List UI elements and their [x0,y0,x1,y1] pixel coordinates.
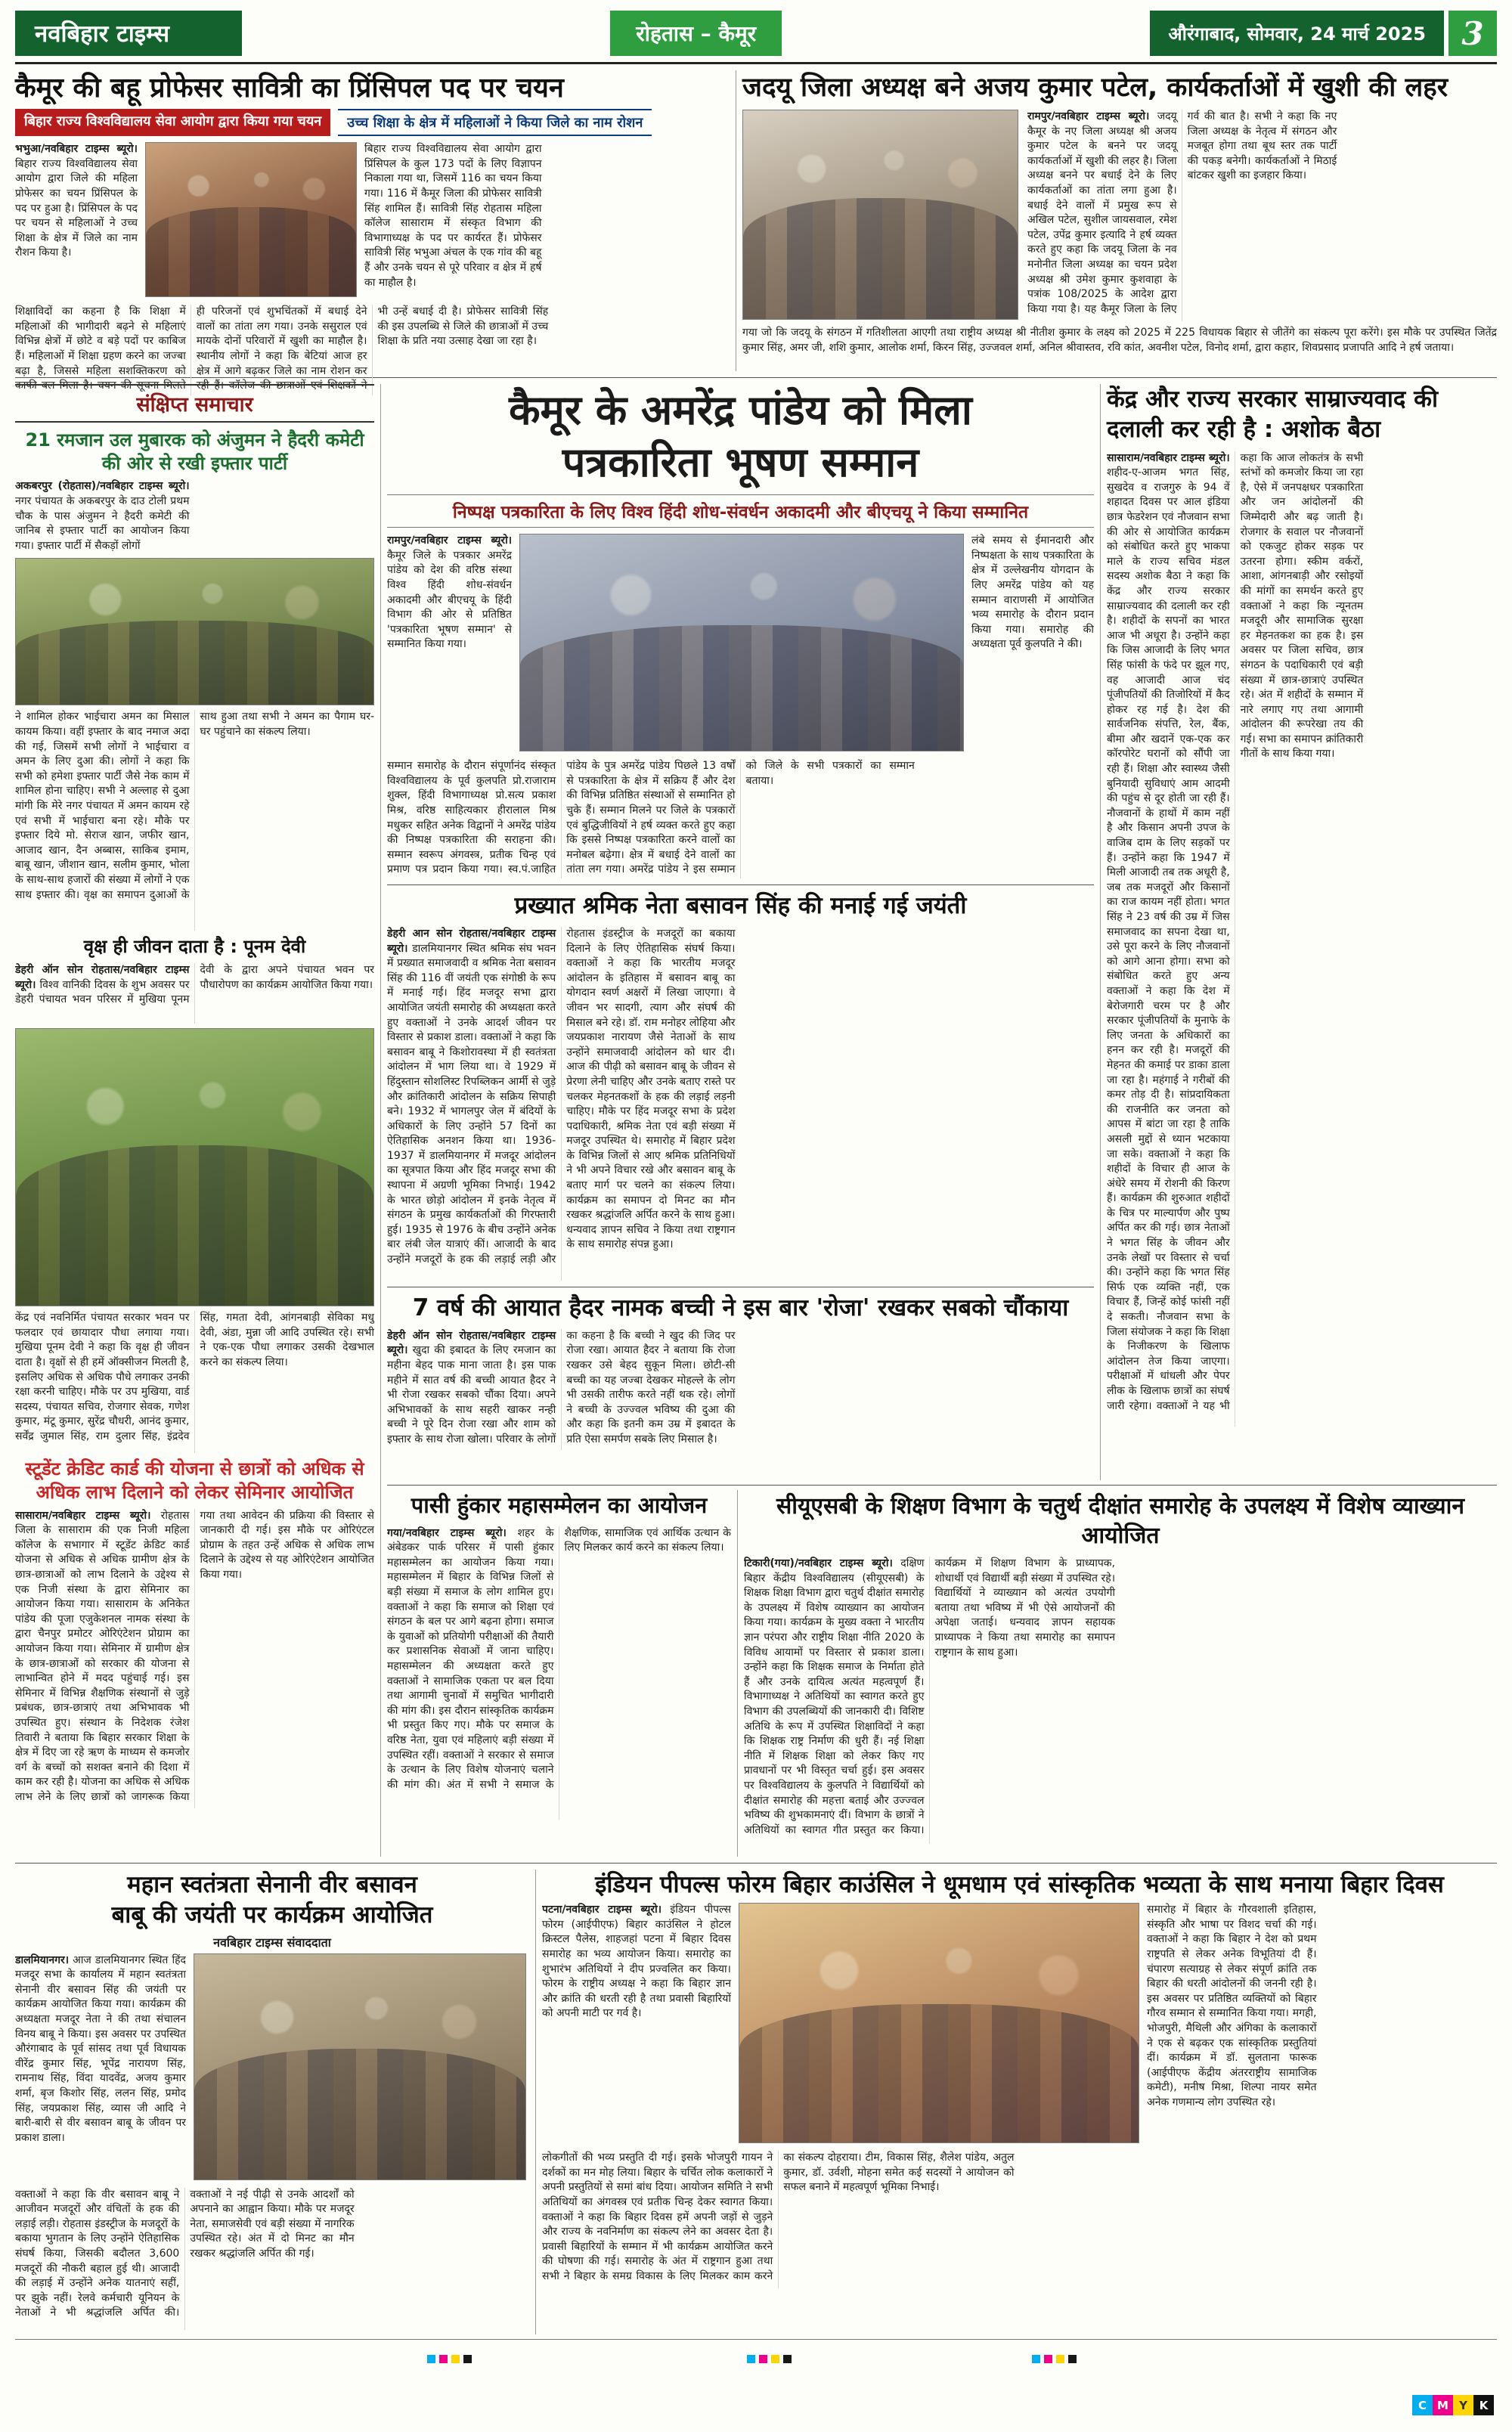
forum-tail-text: लोकगीतों की भव्य प्रस्तुति दी गई। इसके भोजपुरी गायन ने दर्शकों का मन मोह लिया। बिहार के चर्चित लोक कलाकारों ने अपनी प्रस्तुतियों से समां बांध दिया। आयोजन समिति ने सभी अतिथियों का अंगवस्त्र एवं प्रतीक चिन्ह देकर स्वागत किया। वक्ताओं ने कहा कि बिहार दिवस हमें अपनी जड़ों से जुड़ने और राज्य के नवनिर्माण का संकल्प लेने का अवसर देता है। प्रवासी बिहारियों के सम्मान में भी कार्यक्रम आयोजित करने की घोषणा की गई। समारोह के अंत में राष्ट्रगान हुआ तथा सभी ने बिहार के समग्र विकास के लिए मिलकर काम करने का संकल्प दोहराया। टीम, विकास सिंह, शैलेश पांडेय, अतुल कुमार, डॉ. उर्वशी, मोहना समेत कई सदस्यों ने आयोजन को सफल बनाने में महत्वपूर्ण भूमिका निभाई। [542,2152,1015,2283]
magenta-dot [1044,2355,1052,2363]
credit-card-byline: सासाराम/नवबिहार टाइम्स ब्यूरो। [15,1509,151,1522]
iftar-byline: अकबरपुर (रोहतास)/नवबिहार टाइम्स ब्यूरो। [15,480,190,493]
savitri-headline: कैमूर की बहू प्रोफेसर सावित्री का प्रिंसिपल पद पर चयन [15,73,564,104]
column-divider [535,1870,536,2334]
article-basawan-jayanti-shramik [387,891,1094,1281]
basawan-mid-block [15,1953,529,2182]
middle-section [15,384,1497,1857]
savitri-mid-text: बिहार राज्य विश्वविद्यालय सेवा आयोग द्वारा प्रिंसिपल के कुल 173 पदों के लिए विज्ञापन निकाला गया था, जिसमें 116 का चयन किया गया। 116 में कैमूर जिला की प्रोफेसर सावित्री सिंह शामिल हैं। सावित्री सिंह रोहतास महिला कॉलेज सासाराम में संस्कृत विभाग की विभागाध्यक्ष के पद पर कार्यरत हैं। प्रोफेसर सावित्री सिंह भभुआ अंचल के एक गांव की बहू हैं और उनके चयन से पूरे परिवार व क्षेत्र में हर्ष का माहौल है। [364,143,542,289]
dateline [1150,11,1444,56]
shramik-body [387,927,1094,1281]
tree-body-text: केंद्र एवं नवनिर्मित पंचायत सरकार भवन पर फलदार एवं छायादार पौधा लगाया गया। मुखिया पूनम देवी ने कहा कि वृक्ष ही जीवन दाता है। वृक्षों से ही हमें ऑक्सीजन मिलती है, इसलिए अधिक से अधिक पौधे लगाकर उनकी रक्षा करनी चाहिए। मौके पर उप मुखिया, वार्ड सदस्य, पंचायत सचिव, रोजगार सेवक, गणेश कुमार, मंटू कुमार, सुरेंद्र चौधरी, आनंद कुमार, सर्वेंद्र जुमाल सिंह, राम दुलार सिंह, इंद्रदेव सिंह, गमता देवी, आंगनबाड़ी सेविका मधु देवी, अंडा, मुन्ना जी आदि उपस्थित रहे। सभी ने एक-एक पौधा लगाकर उसकी देखभाल करने का संकल्प लिया। [15,1312,374,1442]
jdu-lead-text: जदयू कैमूर के नए जिला अध्यक्ष श्री अजय कुमार पटेल के बनने पर जदयू कार्यकर्ताओं में खुशी की लहर है। जिला अध्यक्ष बनने पर बधाई देने के लिए कार्यकर्ताओं का तांता लगा हुआ है। बधाई देने वालों में प्रमुख रूप से अखिल पटेल, सुशील जायसवाल, रमेश पटेल, उपेंद्र कुमार इत्यादि ने हर्ष व्यक्त करते हुए कहा कि जदयू जिला के नव मनोनीत जिला अध्यक्ष का चयन प्रदेश अध्यक्ष श्री उमेश कुमार कुशवाहा के पत्रांक 108/2025 के आदेश द्वारा किया गया है। यह कैमूर जिला के लिए गर्व की बात है। सभी ने कहा कि नए जिला अध्यक्ष के नेतृत्व में संगठन और मजबूत होगा तथा बूथ स्तर तक पार्टी की पकड़ बनेगी। कार्यकर्ताओं ने मिठाई बांटकर खुशी का इजहार किया। [1027,110,1337,315]
forum-side-text: समारोह में बिहार के गौरवशाली इतिहास, संस्कृति और भाषा पर विशद चर्चा की गई। वक्ताओं ने कहा कि बिहार ने देश को प्रथम राष्ट्रपति से लेकर अनेक विभूतियां दी हैं। चंपारण सत्याग्रह से लेकर संपूर्ण क्रांति तक बिहार की धरती आंदोलनों की जननी रही है। इस अवसर पर प्रतिष्ठित व्यक्तियों को बिहार गौरव सम्मान से सम्मानित किया गया। मगही, भोजपुरी, मैथिली और अंगिका के कलाकारों ने एक से बढ़कर एक सांस्कृतिक प्रस्तुतियां दीं। कार्यक्रम में डॉ. सुलताना फारूक (आईपीएफ केंद्रीय अंतरराष्ट्रीय सामाजिक कमेटी), मनीष मिश्रा, शिल्पा नायर समेत अनेक गणमान्य लोग उपस्थित रहे। [1147,1904,1317,2109]
main-headline-line2: पत्रकारिता भूषण सम्मान [562,438,919,487]
roza-body-text: खुदा की इबादत के लिए रमजान का महीना बेहद पाक माना जाता है। इस पाक महीने में सात वर्ष की बच्ची आयात हैदर ने भी रोजा रखकर सबको चौंका दिया। अपने अभिभावकों के साथ सहरी खाकर नन्ही बच्ची ने पूरे दिन रोजा रखा और शाम को इफ्तार के साथ रोजा खोला। परिवार के लोगों का कहना है कि बच्ची ने खुद की जिद पर रोजा रखा। आयात हैदर ने बताया कि रोजा रखकर उसे बेहद सुकून मिला। छोटी-सी बच्ची का यह जज्बा देखकर मोहल्ले के लोग भी उसकी तारीफ करते नहीं थक रहे। लोगों ने बच्ची के उज्ज्वल भविष्य की दुआ की और कहा कि इतनी कम उम्र में इबादत के प्रति ऐसा समर्पण सबके लिए मिसाल है। [387,1329,736,1445]
article-patrakarita-bhushan [387,384,1094,878]
masthead [15,11,1497,56]
basawan-headline-line1: महान स्वतंत्रता सेनानी वीर बसावन [127,1871,417,1898]
kicker-selection: बिहार राज्य विश्वविद्यालय सेवा आयोग द्वारा किया गया चयन [15,109,330,136]
credit-card-body [15,1509,374,1808]
jdu-lead [1027,110,1497,321]
black-dot [783,2355,792,2363]
kicker-women: उच्च शिक्षा के क्षेत्र में महिलाओं ने किया जिले का नाम रोशन [338,109,652,136]
yellow-dot [1056,2355,1064,2363]
shramik-headline: प्रख्यात श्रमिक नेता बसावन सिंह की मनाई गई जयंती [514,892,967,920]
article-cusb-lecture [744,1490,1497,1857]
registration-dots [747,2355,792,2363]
basawan-lead [15,1953,186,2182]
bottom-row [15,1870,1497,2340]
jdu-byline: रामपुर/नवबिहार टाइम्स ब्यूरो। [1027,110,1150,122]
cusb-byline: टिकारी(गया)/नवबिहार टाइम्स ब्यूरो। [744,1557,893,1569]
jdu-tail-text: गया जो कि जदयू के संगठन में गतिशीलता आएगी तथा राष्ट्रीय अध्यक्ष श्री नीतीश कुमार के लक्ष्य को 2025 में 225 विधायक बिहार से जीतेंगे का संकल्प पूरा करेंगे। इस मौके पर उपस्थित जितेंद्र कुमार सिंह, अमर जी, शशि कुमार, आलोक शर्मा, किरन सिंह, उज्जवल शर्मा, अनिल श्रीवास्तव, रवि कांत, अवनीश पटेल, विनोद शर्मा, द्वारा कहार, शिवप्रसाद प्रजापति आदि ने हर्ष जताया। [742,327,1497,354]
article-jdu-president [742,70,1497,371]
top-row [15,70,1497,392]
jdu-headline: जदयू जिला अध्यक्ष बने अजय कुमार पटेल, कार्यकर्ताओं में खुशी की लहर [742,73,1448,103]
article-savitri-principal [15,70,730,392]
basawan-byline: डालमियानगर। [15,1953,70,1966]
cmyk-marks [1412,2395,1494,2415]
cusb-headline: सीयूएसबी के शिक्षण विभाग के चतुर्थ दीक्षांत समारोह के उपलक्ष्य में विशेष व्याख्यान आयोजित [776,1493,1465,1549]
column-divider [737,1490,738,1857]
award-ceremony-photo [519,534,964,751]
yellow-dot [771,2355,779,2363]
iftar-headline: 21 रमजान उल मुबारक को अंजुमन ने हैदरी कमेटी की ओर से रखी इफ्तार पार्टी [25,429,364,474]
forum-mid-block [542,1903,1497,2145]
cmyk-k: K [1473,2395,1494,2415]
cmyk-c: C [1412,2395,1433,2415]
dateline-text: औरंगाबाद, सोमवार, 24 मार्च 2025 [1168,23,1427,45]
forum-lead-text: इंडियन पीपल्स फोरम (आईपीएफ) बिहार काउंसिल ने होटल क्रिस्टल पैलेस, शाहजहां पटना में बिहार दिवस समारोह का भव्य आयोजन किया। समारोह का शुभारंभ अतिथियों ने दीप प्रज्वलित कर किया। फोरम के राष्ट्रीय अध्यक्ष ने कहा कि बिहार ज्ञान और क्रांति की धरती रही है तथा प्रवासी बिहारियों को अपनी माटी पर गर्व है। [542,1904,731,2020]
article-pasi-mahasammelan [387,1490,731,1857]
ashok-body [1107,451,1497,1427]
tree-byline: डेहरी ऑन सोन रोहतास/नवबिहार टाइम्स ब्यूरो। [15,964,190,991]
savitri-mid-block [15,142,730,299]
credit-card-body-text: रोहतास जिला के सासाराम की एक निजी महिला कॉलेज के सभागार में स्टूडेंट क्रेडिट कार्ड योजना से अधिक से अधिक ग्रामीण क्षेत्र के छात्र-छात्राओं को लाभ दिलाने के उद्देश्य से एक निजी संस्था के द्वारा सेमिनार का आयोजन किया गया। सासाराम के अनिकेत पांडेय की पूजा एजुकेशनल नामक संस्था के द्वारा चैनपुर प्रमोटर ओरिएंटेशन प्रोग्राम का आयोजन किया गया। सेमिनार में ग्रामीण क्षेत्र के छात्र-छात्राओं को सरकार की योजना से लाभान्वित होने में मदद पहुंचाई गई। इस सेमिनार में विभिन्न शैक्षणिक संस्थानों से जुड़े प्रबंधक, छात्र-छात्राएं तथा अभिभावक भी उपस्थित हुए। संस्थान के निदेशक रंजेश तिवारी ने बताया कि बिहार सरकार शिक्षा के क्षेत्र में दिए जा रहे ऋण के माध्यम से कमजोर वर्ग के बच्चों को सशक्त बनाने की दिशा में काम कर रही है। योजना का अधिक से अधिक लाभ लेने के लिए छात्रों को जागरूक किया गया तथा आवेदन की प्रक्रिया की विस्तार से जानकारी दी गई। इस मौके पर ओरिएंटल प्रोग्राम के तहत उन्हें अधिक से अधिक लाभ दिलाने के उद्देश्य से यह ओरिएंटेशन आयोजित किया गया। [15,1509,374,1803]
region-title: रोहतास – कैमूर [636,21,757,46]
jdu-mid-block [742,110,1497,321]
pasi-body-text: शहर के अंबेडकर पार्क परिसर में पासी हुंकार महासम्मेलन का आयोजन किया गया। महासम्मेलन में बिहार के विभिन्न जिलों से बड़ी संख्या में समाज के लोग शामिल हुए। वक्ताओं ने कहा कि समाज को शिक्षा एवं संगठन के बल पर आगे बढ़ना होगा। समाज के युवाओं को प्रतियोगी परीक्षाओं की तैयारी कर प्रशासनिक सेवाओं में जाना चाहिए। महासम्मेलन की अध्यक्षता करते हुए वक्ताओं ने सामाजिक एकता पर बल दिया तथा आगामी चुनावों में समुचित भागीदारी की मांग की। इस दौरान सांस्कृतिक कार्यक्रम भी प्रस्तुत किए गए। मौके पर समाज के वरिष्ठ नेता, युवा एवं महिलाएं बड़ी संख्या में उपस्थित रहीं। वक्ताओं ने सरकार से समाज के उत्थान के लिए विशेष योजनाएं चलाने की मांग की। अंत में सभी ने समाज के शैक्षणिक, सामाजिक एवं आर्थिक उत्थान के लिए मिलकर कार्य करने का संकल्प लिया। [387,1526,731,1791]
main-lead-text: कैमूर जिले के पत्रकार अमरेंद्र पांडेय को देश की वरिष्ठ संस्था विश्व हिंदी शोध-संवर्धन अकादमी और बीएचयू के हिंदी विभाग की ओर से प्रतिष्ठित 'पत्रकारिता भूषण सम्मान' से सम्मानित किया गया। [387,549,512,651]
savitri-lead [15,142,138,299]
shramik-byline: डेहरी आन सोन रोहतास/नवबिहार टाइम्स ब्यूरो। [387,927,556,955]
column-divider [1100,384,1101,1480]
briefs-section-title: संक्षिप्त समाचार [15,384,374,423]
savitri-byline: भभुआ/नवबिहार टाइम्स ब्यूरो। [15,143,138,156]
basawan-lead-text: आज डालमियानगर स्थित हिंद मजदूर सभा के कार्यालय में महान स्वतंत्रता सेनानी वीर बसावन सिंह की जयंती पर कार्यक्रम आयोजित किया गया। कार्यक्रम की अध्यक्षता मजदूर नेता ने की तथा संचालन विनय बाबू ने किया। इस अवसर पर उपस्थित औरंगाबाद के पूर्व सांसद तथा पूर्व विधायक वीरेंद्र कुमार सिंह, भूपेंद्र नारायण सिंह, रामनाथ सिंह, विंदा यादवेंद्र, अजय कुमार शर्मा, बृज किशोर सिंह, ललन सिंह, प्रमोद सिंह, जयप्रकाश सिंह, व्यास जी आदि ने बारी-बारी से वीर बसावन बाबू के जीवन पर प्रकाश डाला। [15,1953,186,2144]
masthead-rule [15,62,1497,64]
tree-headline: वृक्ष ही जीवन दाता है : पूनम देवी [83,936,306,958]
yellow-dot [451,2355,460,2363]
iftar-body-text: ने शामिल होकर भाईचारा अमन का मिसाल कायम किया। वहीं इफ्तार के बाद नमाज अदा की गई, जिसमें सभी लोगों ने भाईचारा व अमन के लिए दुआ की। लोगों ने कहा कि सभी को हमेशा इफ्तार पार्टी जैसे नेक काम में शामिल होना चाहिए। सभी ने अल्लाह से दुआ मांगी कि मेरे नगर पंचायत में अमन कायम रहे एवं सभी में भाईचारा बना रहे। मौके पर इफ्तार दिये मो. सेराज खान, जफीर खान, आजाद खान, दैन अब्बास, साकिब इमाम, बाबू खान, जीशान खान, सलीम कुमार, भोला के साथ-साथ हजारों की संख्या में लोगों ने एक साथ इफ्तार की। वृक्ष का समापन दुआओं के साथ हुआ तथा सभी ने अमन का पैगाम घर-घर पहुंचाने का संकल्प लिया। [15,711,374,901]
cyan-dot [747,2355,755,2363]
cusb-body-text: दक्षिण बिहार केंद्रीय विश्वविद्यालय (सीयूएसबी) के शिक्षक शिक्षा विभाग द्वारा चतुर्थ दीक्षांत समारोह के उपलक्ष्य में विशेष व्याख्यान का आयोजन किया गया। कार्यक्रम के मुख्य वक्ता ने भारतीय ज्ञान परंपरा और राष्ट्रीय शिक्षा नीति 2020 के विविध आयामों पर विस्तार से प्रकाश डाला। उन्होंने कहा कि शिक्षक समाज के निर्माता होते हैं और उनके दायित्व अत्यंत महत्वपूर्ण हैं। विभागाध्यक्ष ने अतिथियों का स्वागत करते हुए विभाग की उपलब्धियों की जानकारी दी। विशिष्ट अतिथि के रूप में उपस्थित शिक्षाविदों ने कहा कि शिक्षक राष्ट्र निर्माण की धुरी हैं। नई शिक्षा नीति में शिक्षक शिक्षा को लेकर किए गए प्रावधानों पर भी विस्तृत चर्चा हुई। इस अवसर पर विश्वविद्यालय के कुलपति ने विद्यार्थियों को दीक्षांत समारोह की महत्ता बताई और उज्ज्वल भविष्य की शुभकामनाएं दीं। विभाग के छात्रों ने अतिथियों का स्वागत गीत प्रस्तुत कर किया। कार्यक्रम में शिक्षण विभाग के प्राध्यापक, शोधार्थी एवं विद्यार्थी बड़ी संख्या में उपस्थित रहे। विद्यार्थियों ने व्याख्यान को अत्यंत उपयोगी बताया तथा भविष्य में भी ऐसे आयोजनों की अपेक्षा जताई। धन्यवाद ज्ञापन सहायक प्राध्यापक ने किया तथा समारोह का समापन राष्ट्रगान के साथ हुआ। [744,1557,1115,1836]
savitri-felicitation-photo [145,142,357,297]
cyan-dot [427,2355,435,2363]
cusb-body [744,1557,1497,1844]
roza-body [387,1329,1094,1450]
main-byline: रामपुर/नवबिहार टाइम्स ब्यूरो। [387,534,512,547]
region-box [610,11,782,56]
main-tail-text: सम्मान समारोह के दौरान संपूर्णानंद संस्कृत विश्वविद्यालय के पूर्व कुलपति प्रो.राजाराम शुक्ल, हिंदी विभागाध्यक्ष प्रो.सत्य प्रकाश मिश्र, वरिष्ठ साहित्यकार हीरालाल मिश्र मधुकर सहित अनेक विद्वानों ने अमरेंद्र पांडेय की निष्पक्ष पत्रकारिता की सराहना की। सम्मान स्वरूप अंगवस्त्र, प्रतीक चिन्ह एवं प्रमाण पत्र प्रदान किया गया। स्व.पं.जाहित पांडेय के पुत्र अमरेंद्र पांडेय पिछले 13 वर्षों से पत्रकारिता के क्षेत्र में सक्रिय हैं और देश की विभिन्न प्रतिष्ठित संस्थाओं से सम्मानित हो चुके हैं। सम्मान मिलने पर जिले के पत्रकारों एवं बुद्धिजीवियों ने हर्ष व्यक्त करते हुए कहा कि इससे निष्पक्ष पत्रकारिता करने वालों का मनोबल बढ़ेगा। क्षेत्र में बधाई देने वालों का तांता लग गया। अमरेंद्र पांडेय ने इस सम्मान को जिले के सभी पत्रकारों का सम्मान बताया। [387,760,915,876]
forum-lead [542,1903,731,2145]
bihar-diwas-lamp-photo [739,1903,1139,2143]
iftar-lead [15,479,374,553]
cyan-dot [1032,2355,1040,2363]
masthead-spacer [242,11,610,56]
pasi-byline: गया/नवबिहार टाइम्स ब्यूरो। [387,1526,507,1539]
page-footer [15,2340,1497,2423]
roza-headline: 7 वर्ष की आयात हैदर नामक बच्ची ने इस बार 'रोजा' रखकर सबको चौंकाया [412,1293,1069,1321]
basawan-tail-text: वक्ताओं ने कहा कि वीर बसावन बाबू ने आजीवन मजदूरों और वंचितों के हक की लड़ाई लड़ी। रोहतास इंडस्ट्रीज के मजदूरों के बकाया भुगतान के लिए उन्होंने ऐतिहासिक संघर्ष किया, जिसकी बदौलत 3,600 मजदूरों की नौकरी बहाल हुई थी। आजादी की लड़ाई में उन्होंने अनेक यातनाएं सहीं, पर झुके नहीं। रेलवे कर्मचारी यूनियन के नेताओं ने भी श्रद्धांजलि अर्पित की। वक्ताओं ने नई पीढ़ी से उनके आदर्शों को अपनाने का आह्वान किया। मौके पर मजदूर नेता, समाजसेवी एवं बड़ी संख्या में नागरिक उपस्थित रहे। अंत में दो मिनट का मौन रखकर श्रद्धांजलि अर्पित की गई। [15,2188,355,2319]
basawan-reporter-line: नवबिहार टाइम्स संवाददाता [213,1935,331,1950]
cmyk-y: Y [1453,2395,1473,2415]
jdu-group-photo [742,110,1018,320]
ashok-byline: सासाराम/नवबिहार टाइम्स ब्यूरो। [1107,451,1230,464]
masthead-spacer [782,11,1150,56]
magenta-dot [439,2355,448,2363]
ashok-headline: केंद्र और राज्य सरकार साम्राज्यवाद की दलाली कर रही है : अशोक बैठा [1107,386,1439,444]
section-divider [15,1863,1497,1864]
registration-dots [1032,2355,1077,2363]
middle-right-area [387,384,1497,1857]
main-side-text: लंबे समय से ईमानदारी और निष्पक्षता के साथ पत्रकारिता के क्षेत्र में उल्लेखनीय योगदान के लिए अमरेंद्र पांडेय को यह सम्मान वाराणसी में आयोजित भव्य समारोह के दौरान प्रदान किया गया। समारोह की अध्यक्षता पूर्व कुलपति ने की। [971,534,1094,651]
pasi-headline: पासी हुंकार महासम्मेलन का आयोजन [411,1492,708,1518]
main-subhead: निष्पक्ष पत्रकारिता के लिए विश्व हिंदी शोध-संवर्धन अकादमी और बीएचयू ने किया सम्मानित [387,494,1094,528]
savitri-kickers [15,109,730,136]
article-roza-girl [387,1293,1094,1450]
column-divider [380,384,381,1857]
magenta-dot [759,2355,767,2363]
savitri-lead-text: बिहार राज्य विश्वविद्यालय सेवा आयोग द्वारा जिले की महिला प्रोफेसर का चयन प्रिंसिपल के पद पर हुआ है। प्रिंसिपल के पद पर चयन से महिलाओं ने उच्च शिक्षा के क्षेत्र में जिले का नाम रौशन किया है। [15,157,138,259]
black-dot [463,2355,472,2363]
article-basawan-babu-program [15,1870,529,2334]
iftar-lead-text: नगर पंचायत के अकबरपुर के दाउ टोली प्रथम चौक के पास अंजुमन ने हैदरी कमेटी की जानिब से इफ्तार पार्टी का आयोजन किया गया। इफ्तार पार्टी में सैकड़ों लोगों [15,495,190,552]
middle-top-area [387,384,1497,1480]
middle-bottom-area [387,1485,1497,1857]
black-dot [1068,2355,1077,2363]
forum-byline: पटना/नवबिहार टाइम्स ब्यूरो। [542,1904,662,1916]
main-headline-line1: कैमूर के अमरेंद्र पांडेय को मिला [509,386,972,434]
center-column [387,384,1094,1480]
paper-name: नवबिहार टाइम्स [35,20,170,48]
pasi-body [387,1526,731,1820]
page-number: 3 [1448,11,1497,56]
ashok-body-text: शहीद-ए-आजम भगत सिंह, सुखदेव व राजगुरु के 94 वें शहादत दिवस पर आल इंडिया छात्र फेडरेशन एवं नौजवान सभा की ओर से आयोजित कार्यक्रम को संबोधित करते हुए भाकपा माले के राज्य सचिव मंडल सदस्य अशोक बैठा ने कहा कि केंद्र और राज्य सरकार साम्राज्यवाद की दलाली कर रही है। शहीदों के सपनों का भारत आज भी अधूरा है। उन्होंने कहा कि जिस आजादी के लिए भगत सिंह फांसी के फंदे पर झूल गए, वह आजादी आज चंद पूंजीपतियों की तिजोरियों में कैद होकर रह गई है। देश की सार्वजनिक संपत्ति, रेल, बैंक, बीमा और खदानें एक-एक कर कॉरपोरेट घरानों को सौंपी जा रही हैं। शिक्षा और स्वास्थ्य जैसी बुनियादी सुविधाएं आम आदमी की पहुंच से दूर होती जा रही हैं। नौजवानों के हाथों में काम नहीं है और किसान अपनी उपज के वाजिब दाम के लिए सड़कों पर हैं। उन्होंने कहा कि 1947 में मिली आजादी तब तक अधूरी है, जब तक मजदूरों और किसानों का राज कायम नहीं होता। भगत सिंह ने 23 वर्ष की उम्र में जिस समाजवाद का सपना देखा था, उसे पूरा करने के लिए नौजवानों को आगे आना होगा। सभा को संबोधित करते हुए अन्य वक्ताओं ने कहा कि देश में बेरोजगारी चरम पर है और सरकार पूंजीपतियों के मुनाफे के लिए जनता के अधिकारों का हनन कर रही है। मजदूरों की मेहनत की कमाई पर डाका डाला जा रहा है। महंगाई ने गरीबों की कमर तोड़ दी है। सांप्रदायिकता की राजनीति कर जनता को आपस में बांटा जा रहा है ताकि असली मुद्दों से ध्यान भटकाया जा सके। वक्ताओं ने कहा कि शहीदों के विचार ही आज के अंधेरे समय में रोशनी की किरण हैं। कार्यक्रम की शुरुआत शहीदों के चित्र पर माल्यार्पण और पुष्प अर्पित कर की गई। छात्र नेताओं ने भगत सिंह के जीवन और उनके लेखों पर विस्तार से चर्चा की। उन्होंने कहा कि भगत सिंह सिर्फ एक व्यक्ति नहीं, एक विचार हैं, जिन्हें कोई फांसी नहीं दे सकती। नौजवान सभा के जिला संयोजक ने कहा कि शिक्षा के निजीकरण के खिलाफ आंदोलन तेज किया जाएगा। परीक्षाओं में धांधली और पेपर लीक के खिलाफ छात्रों का संघर्ष जारी रहेगा। वक्ताओं ने यह भी कहा कि आज लोकतंत्र के सभी स्तंभों को कमजोर किया जा रहा है, ऐसे में जनपक्षधर पत्रकारिता और जन आंदोलनों की जिम्मेदारी और बढ़ जाती है। रोजगार के सवाल पर नौजवानों को एकजुट होकर सड़क पर उतरना होगा। स्कीम वर्करों, आशा, आंगनबाड़ी और रसोइयों की मांगों का समर्थन करते हुए वक्ताओं ने कहा कि न्यूनतम मजदूरी और सामाजिक सुरक्षा हर मेहनतकश का हक है। इस अवसर पर जिला सचिव, छात्र संगठन के पदाधिकारी एवं बड़ी संख्या में छात्र-छात्राएं उपस्थित रहे। अंत में शहीदों के सम्मान में नारे लगाए गए तथा आगामी आंदोलन की रूपरेखा तय की गई। सभा का समापन क्रांतिकारी गीतों के साथ किया गया। [1107,451,1364,1412]
roza-byline: डेहरी ऑन सोन रोहतास/नवबिहार टाइम्स ब्यूरो। [387,1329,556,1357]
tree-lead-text: विश्व वानिकी दिवस के शुभ अवसर पर डेहरी पंचायत भवन परिसर में मुखिया पूनम देवी के द्वारा अपने पंचायत भवन पर पौधारोपण का कार्यक्रम आयोजित किया गया। [15,964,374,1006]
registration-dots [427,2355,472,2363]
shramik-body-text: डालमियानगर स्थित श्रमिक संघ भवन में प्रख्यात समाजवादी व श्रमिक नेता बसावन सिंह की 116 वीं जयंती एक संगोष्ठी के रूप में मनाई गई। हिंद मजदूर सभा द्वारा आयोजित जयंती समारोह की अध्यक्षता करते हुए वक्ताओं ने उनके आदर्श जीवन पर विस्तार से प्रकाश डाला। वक्ताओं ने कहा कि बसावन बाबू ने किशोरावस्था में ही स्वतंत्रता आंदोलन में भाग लिया था। वे 1929 में हिंदुस्तान सोशलिस्ट रिपब्लिकन आर्मी से जुड़े और क्रांतिकारी आंदोलन के सक्रिय सिपाही बने। 1932 में भागलपुर जेल में बंदियों के अधिकारों के लिए उन्होंने 57 दिनों का ऐतिहासिक अनशन किया था। 1936-1937 में डालमियानगर में मजदूर आंदोलन का सूत्रपात किया और हिंद मजदूर सभा की स्थापना में अग्रणी भूमिका निभाई। 1942 के भारत छोड़ो आंदोलन में इनके नेतृत्व में संगठन के प्रमुख कार्यकर्ताओं की गिरफ्तारी हुई। 1935 से 1976 के बीच उन्होंने अनेक बार लंबी जेल यात्राएं कीं। आजादी के बाद उन्होंने मजदूरों के हक की लड़ाई लड़ी और रोहतास इंडस्ट्रीज के मजदूरों का बकाया दिलाने के लिए ऐतिहासिक संघर्ष किया। वक्ताओं ने कहा कि भारतीय मजदूर आंदोलन के इतिहास में बसावन बाबू का योगदान स्वर्ण अक्षरों में लिखा जाएगा। वे जीवन भर सादगी, त्याग और संघर्ष की मिसाल बने रहे। डॉ. राम मनोहर लोहिया और जयप्रकाश नारायण जैसे नेताओं के साथ उन्होंने समाजवादी आंदोलन को धार दी। आज की पीढ़ी को बसावन बाबू के जीवन से प्रेरणा लेनी चाहिए और उनके बताए रास्ते पर चलकर मेहनतकशों के हक की लड़ाई लड़नी चाहिए। मौके पर हिंद मजदूर सभा के प्रदेश पदाधिकारी, श्रमिक नेता एवं बड़ी संख्या में मजदूर उपस्थित थे। समारोह में बिहार प्रदेश के विभिन्न जिलों से आए श्रमिक प्रतिनिधियों ने भी अपने विचार रखे और बसावन बाबू के बताए मार्ग पर चलने का संकल्प लिया। कार्यक्रम का समापन दो मिनट का मौन रखकर श्रद्धांजलि अर्पित करने के साथ हुआ। धन्यवाद ज्ञापन सचिव ने किया तथा राष्ट्रगान के साथ समारोह संपन्न हुआ। [387,927,736,1266]
tree-planting-photo [15,1028,374,1306]
cmyk-m: M [1433,2395,1453,2415]
paper-name-box [15,11,242,56]
basawan-headline-line2: बाबू की जयंती पर कार्यक्रम आयोजित [111,1901,433,1929]
briefs-column [15,384,374,1857]
savitri-tail-text: शिक्षाविदों का कहना है कि शिक्षा में महिलाओं की भागीदारी बढ़ने से महिलाएं विभिन्न क्षेत्रों में छोटे व बड़े पदों पर काबिज हैं। महिलाओं में शिक्षा ग्रहण करने का जज्बा बढ़ा है, जिससे महिला सशक्तिकरण को काफी बल मिला है। चयन की सूचना मिलते ही परिजनों एवं शुभचिंतकों में बधाई देने वालों का तांता लग गया। उनके ससुराल एवं मायके दोनों परिवारों में खुशी का माहौल है। स्थानीय लोगों ने कहा कि बेटियां आज हर क्षेत्र में आगे बढ़कर जिले का नाम रोशन कर रही हैं। कॉलेज की छात्राओं एवं शिक्षकों ने भी उन्हें बधाई दी है। प्रोफेसर सावित्री सिंह की इस उपलब्धि से जिले की छात्राओं में उच्च शिक्षा के प्रति नया उत्साह देखा जा रहा है। [15,305,549,392]
article-ashok-baitha [1107,384,1497,1480]
main-mid-block [387,534,1094,753]
basawan-event-photo [194,1953,526,2180]
tree-lead [15,963,374,1024]
forum-headline: इंडियन पीपल्स फोरम बिहार काउंसिल ने धूमधाम एवं सांस्कृतिक भव्यता के साथ मनाया बिहार दिवस [595,1871,1444,1898]
article-bihar-diwas [542,1870,1497,2334]
main-lead [387,534,512,753]
credit-card-headline: स्टूडेंट क्रेडिट कार्ड की योजना से छात्रों को अधिक से अधिक लाभ दिलाने को लेकर सेमिनार आयोजित [25,1458,364,1503]
iftar-gathering-photo [15,558,374,705]
